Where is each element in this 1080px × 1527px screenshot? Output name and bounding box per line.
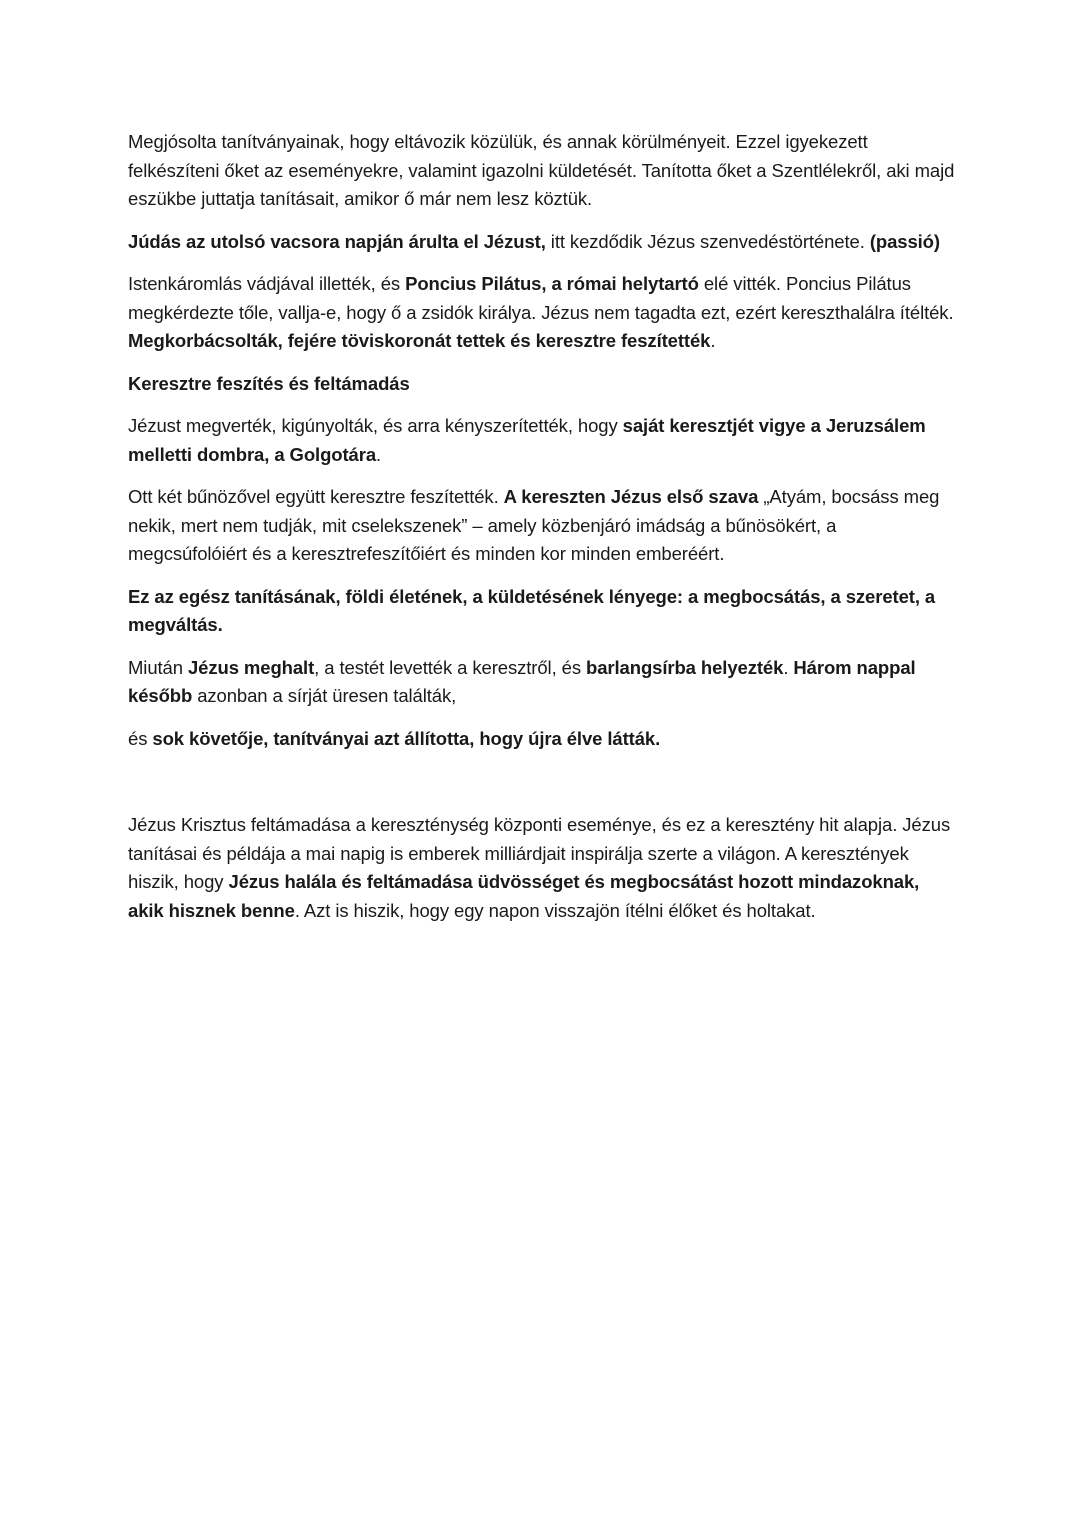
paragraph (128, 725, 958, 754)
text-run: Jézust megverték, kigúnyolták, és arra kényszerítették, hogy (128, 415, 623, 436)
text-run: itt kezdődik Jézus szenvedéstörténete. (545, 230, 870, 252)
text-run: elé vitték. Poncius Pilátus megkérdezte tőle, vallja-e, hogy ő a zsidók királya. Jézus nem tagadta ezt, ezért kereszthalálra ítélték. (128, 273, 954, 323)
bold-text-run: Ez az egész tanításának, földi életének, a küldetésének lényege: a megbocsátás, a szeretet, a megváltás. (128, 585, 936, 635)
text-run: Istenkáromlás vádjával illették, és (128, 273, 406, 294)
bold-text-run: Keresztre feszítés és feltámadás (128, 372, 410, 394)
text-run: azonban a sírját üresen találták, (192, 685, 457, 706)
text-run: Miután (128, 656, 188, 678)
text-run: „Atyám, bocsáss meg nekik, mert nem tudják, mit cselekszenek” – amely közbenjáró imádság a bűnösökért, a megcsúfolóiért és a keresztrefeszítőiért és minden kor minden emberéért. (128, 486, 940, 564)
bold-text-run: barlangsírba helyezték (586, 656, 784, 678)
bold-text-run: Poncius Pilátus, a római helytartó (405, 273, 699, 294)
bold-text-run: saját keresztjét vigye a Jeruzsálem melletti dombra, a Golgotára (128, 415, 926, 465)
text-run: , a testét levették a keresztről, és (314, 656, 587, 678)
paragraph-spacer (128, 767, 958, 811)
text-run: . (710, 330, 716, 351)
bold-text-run: Jézus halála és feltámadása üdvösséget és megbocsátást hozott mindazoknak, akik hisznek benne (128, 871, 920, 921)
bold-text-run: Megkorbácsolták, fejére töviskoronát tettek és keresztre feszítették (128, 330, 711, 351)
text-run: . Azt is hiszik, hogy egy napon visszajön ítélni élőket és holtakat. (294, 899, 816, 921)
bold-text-run: Júdás az utolsó vacsora napján árulta el Jézust, (128, 230, 546, 252)
bold-text-run: sok követője, tanítványai azt állította, hogy újra élve látták. (152, 727, 661, 749)
text-run: és (128, 727, 153, 749)
section-heading (128, 370, 958, 399)
paragraph (128, 228, 958, 257)
bold-text-run: Három nappal később (128, 656, 916, 706)
bold-text-run: A kereszten Jézus első szava (503, 486, 759, 507)
paragraph (128, 270, 958, 356)
text-run: Megjósolta tanítványainak, hogy eltávozik közülük, és annak körülményeit. Ezzel igyekezett felkészíteni őket az eseményekre, valamint igazolni küldetését. Tanította őket a Szentlélekről, aki majd eszükbe juttatja tanításait, amikor ő már nem lesz köztük. (128, 131, 955, 209)
text-run: . (376, 443, 382, 465)
paragraph (128, 483, 958, 569)
bold-text-run: (passió) (869, 230, 940, 252)
document-page (128, 128, 958, 939)
text-run: . (783, 656, 794, 678)
paragraph (128, 583, 958, 640)
text-run: Ott két bűnözővel együtt keresztre feszítették. (128, 486, 504, 507)
paragraph (128, 128, 958, 214)
text-run: Jézus Krisztus feltámadása a kereszténység központi eseménye, és ez a keresztény hit alapja. Jézus tanításai és példája a mai napig is emberek milliárdjait inspirálja szerte a világon. A keresztények hiszik, hogy (128, 814, 951, 892)
paragraph (128, 654, 958, 711)
paragraph (128, 412, 958, 469)
paragraph (128, 811, 958, 925)
bold-text-run: Jézus meghalt (187, 656, 315, 678)
